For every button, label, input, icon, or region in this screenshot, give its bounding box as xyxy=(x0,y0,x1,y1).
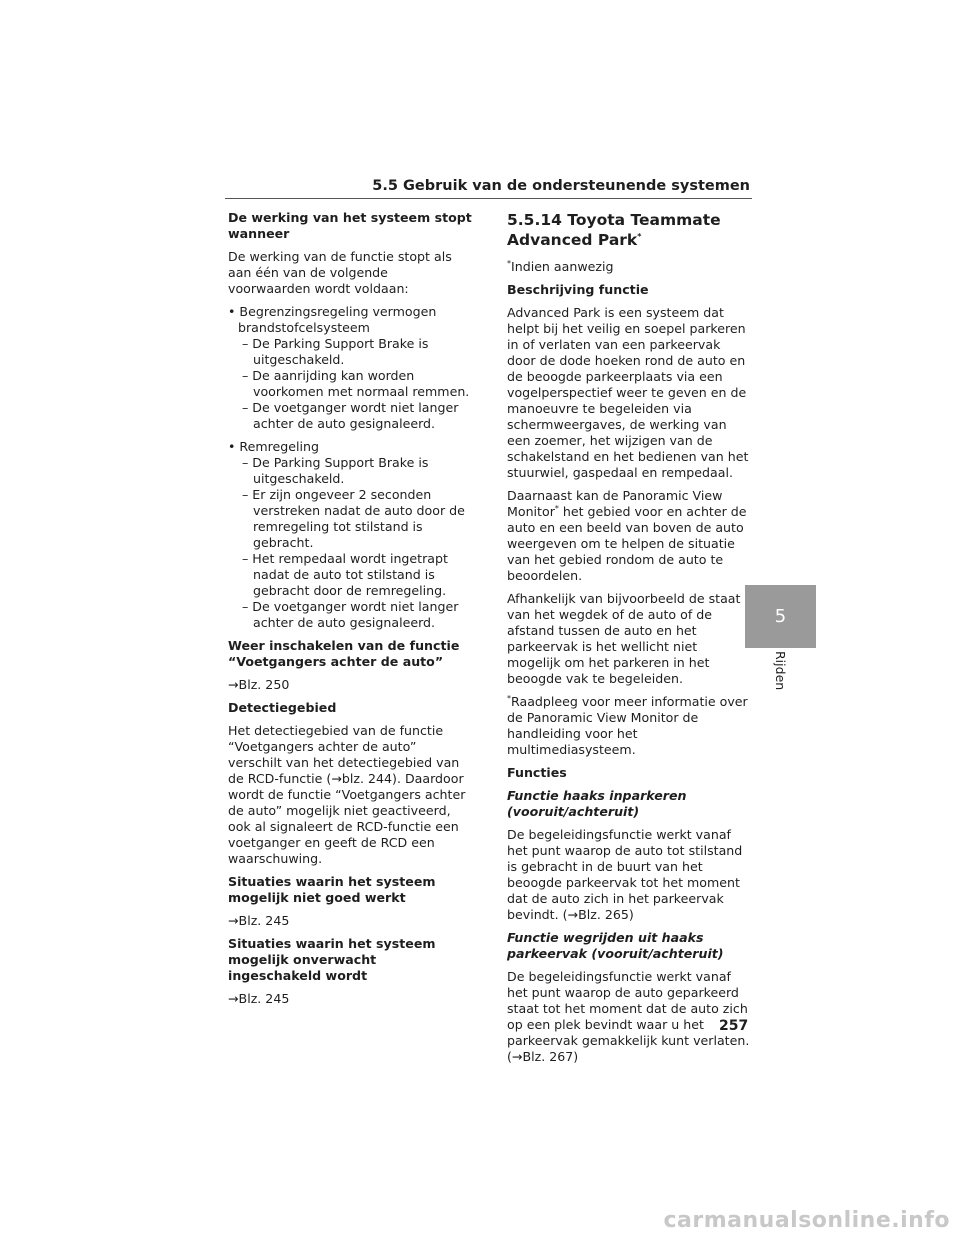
bullet-item: • Remregeling xyxy=(228,439,319,454)
chapter-tab xyxy=(745,585,816,648)
heading-not-working: Situaties waarin het systeem mogelijk niet goed werkt xyxy=(228,874,436,905)
sub-bullet-item: – Er zijn ongeveer 2 seconden verstreken nadat de auto door de remregeling tot stilstand is gebracht. xyxy=(242,487,465,550)
chapter-label: Rijden xyxy=(773,651,788,691)
sub-bullet-item: – De Parking Support Brake is uitgeschakeld. xyxy=(242,455,429,486)
chapter-number: 5 xyxy=(774,606,787,627)
paragraph-stop-conditions: De werking van de functie stopt als aan één van de volgende voorwaarden wordt voldaan: xyxy=(228,249,452,296)
availability-note: *Indien aanwezig xyxy=(507,258,614,274)
asterisk-mark: * xyxy=(554,503,559,513)
bullet-group-power-limit xyxy=(228,304,472,432)
subheading-perpendicular-parking: Functie haaks inparkeren (vooruit/achteruit) xyxy=(507,788,687,819)
section-title-line1: 5.5.14 Toyota Teammate xyxy=(507,211,721,229)
paragraph-panoramic-view: Daarnaast kan de Panoramic View Monitor* het gebied voor en achter de auto en een beeld van boven de auto weergeven om te helpen de situatie van het gebied rondom de auto te beoordelen. xyxy=(507,488,747,583)
asterisk-mark: * xyxy=(507,258,511,268)
watermark-text: carmanualsonline.info xyxy=(663,1208,950,1233)
paragraph-perpendicular-parking: De begeleidingsfunctie werkt vanaf het punt waarop de auto tot stilstand is gebracht in de buurt van het beoogde parkeervak tot het moment dat de auto zich in het parkeervak bevindt. (→Blz. 265) xyxy=(507,827,743,922)
sub-bullet-item: – De voetganger wordt niet langer achter de auto gesignaleerd. xyxy=(242,400,459,431)
sub-bullet-item: – Het rempedaal wordt ingetrapt nadat de auto tot stilstand is gebracht door de remregeling. xyxy=(242,551,448,598)
asterisk-mark: * xyxy=(637,231,642,241)
left-column xyxy=(228,210,472,1014)
right-column xyxy=(507,210,751,1072)
paragraph-detection-area: Het detectiegebied van de functie “Voetgangers achter de auto” verschilt van het detectiegebied van de RCD-functie (→blz. 244). Daardoor wordt de functie “Voetgangers achter de auto” mogelijk niet geactiveerd, ook al signaleert de RCD-functie een voetganger en geeft de RCD een waarschuwing. xyxy=(228,723,466,866)
bullet-item: • Begrenzingsregeling vermogen brandstofcelsysteem xyxy=(228,304,437,335)
page-reference: →Blz. 245 xyxy=(228,913,290,928)
page-reference: →Blz. 250 xyxy=(228,677,290,692)
sub-bullet-item: – De Parking Support Brake is uitgeschakeld. xyxy=(242,336,429,367)
paragraph-limitations: Afhankelijk van bijvoorbeeld de staat van het wegdek of de auto of de afstand tussen de auto en het parkeervak is het wellicht niet mogelijk om het parkeren in het beoogde vak te begeleiden. xyxy=(507,591,741,686)
section-title-line2: Advanced Park xyxy=(507,231,638,249)
bullet-group-brake-control xyxy=(228,439,472,631)
heading-reactivate: Weer inschakelen van de functie “Voetgangers achter de auto” xyxy=(228,638,460,669)
heading-functions: Functies xyxy=(507,765,567,780)
section-title xyxy=(507,210,751,250)
heading-unexpected-activation: Situaties waarin het systeem mogelijk onverwacht ingeschakeld wordt xyxy=(228,936,436,983)
asterisk-mark: * xyxy=(507,693,511,703)
header-divider xyxy=(225,198,752,199)
paragraph-exit-parking: De begeleidingsfunctie werkt vanaf het punt waarop de auto geparkeerd staat tot het moment dat de auto zich op een plek bevindt waar u het parkeervak gemakkelijk kunt verlaten. (→Blz. 267) xyxy=(507,969,750,1064)
footnote-panoramic: *Raadpleeg voor meer informatie over de Panoramic View Monitor de handleiding voor het multimediasysteem. xyxy=(507,693,748,757)
subheading-exit-parking: Functie wegrijden uit haaks parkeervak (vooruit/achteruit) xyxy=(507,930,724,961)
paragraph-advanced-park: Advanced Park is een systeem dat helpt bij het veilig en soepel parkeren in of verlaten van een parkeervak door de dode hoeken rond de auto en de beoogde parkeerplaats via een vogelperspectief weer te geven en de manoeuvre te begeleiden via schermweergaves, de werking van een zoemer, het wijzigen van de schakelstand en het bedienen van het stuurwiel, gaspedaal en rempedaal. xyxy=(507,305,749,480)
heading-function-description: Beschrijving functie xyxy=(507,282,649,297)
page-number: 257 xyxy=(719,1018,749,1034)
section-header-title: 5.5 Gebruik van de ondersteunende systemen xyxy=(372,178,750,194)
sub-bullet-item: – De voetganger wordt niet langer achter de auto gesignaleerd. xyxy=(242,599,459,630)
sub-bullet-item: – De aanrijding kan worden voorkomen met normaal remmen. xyxy=(242,368,470,399)
page-reference: →Blz. 245 xyxy=(228,991,290,1006)
heading-system-stops: De werking van het systeem stopt wanneer xyxy=(228,210,472,241)
heading-detection-area: Detectiegebied xyxy=(228,700,337,715)
